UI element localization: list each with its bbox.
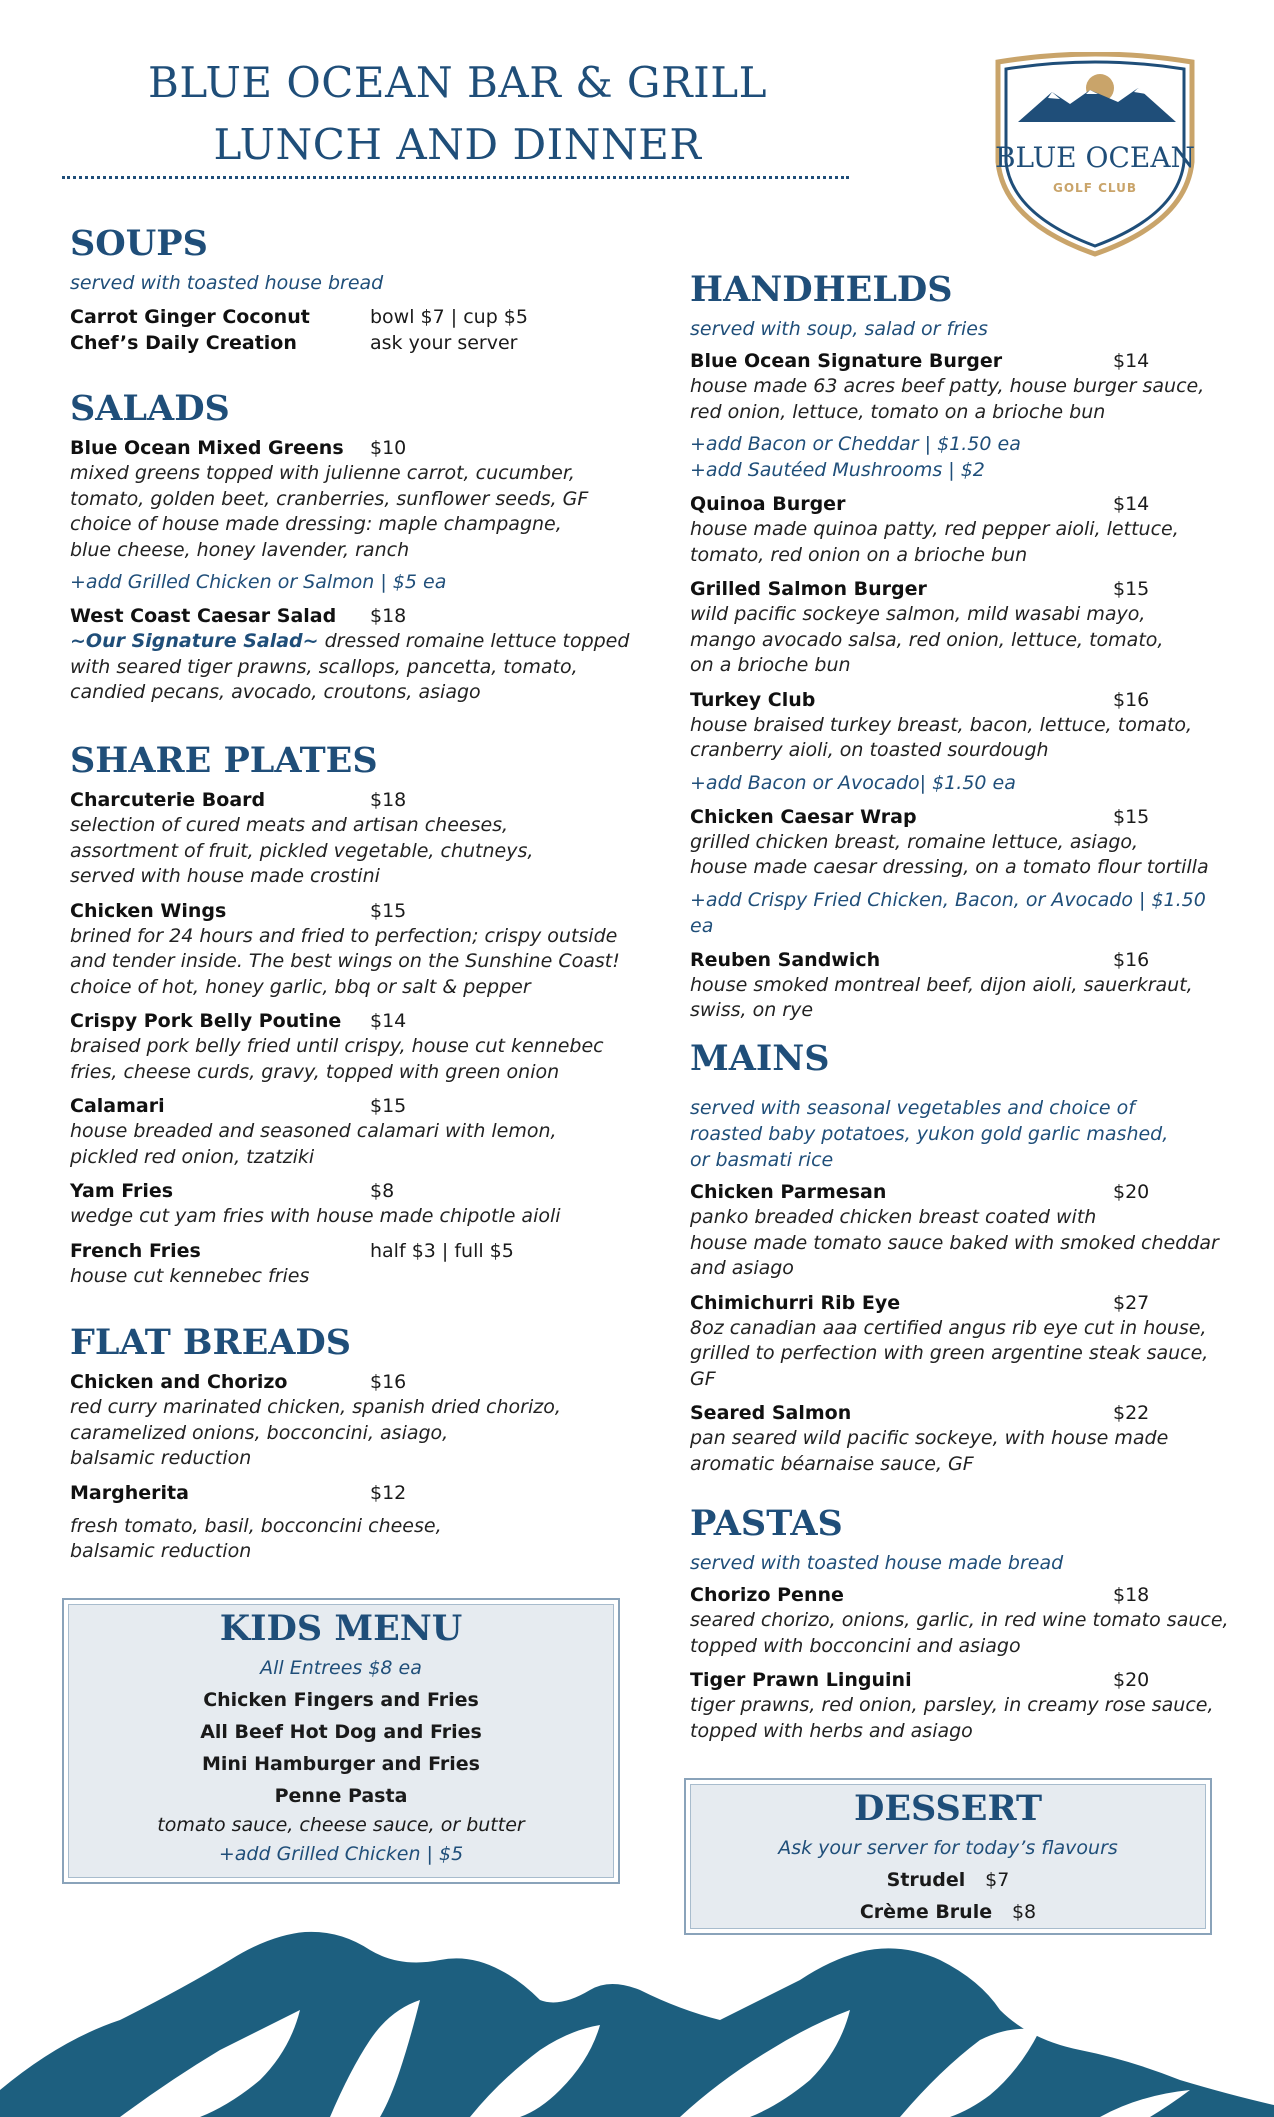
item-name: Grilled Salmon Burger	[690, 578, 927, 600]
menu-item	[70, 1178, 630, 1230]
item-description: brined for 24 hours and fried to perfection; crispy outside and tender inside. The best wings on the Sunshine Coast! choice of hot, honey garlic, bbq or salt & pepper	[70, 924, 620, 998]
handhelds-title: HANDHELDS	[690, 269, 953, 310]
item-description: house smoked montreal beef, dijon aioli, sauerkraut, swiss, on rye	[690, 973, 1193, 1021]
kids-addon-note: +add Grilled Chicken | $5	[218, 1843, 464, 1865]
item-price: $15	[370, 899, 407, 922]
addon-note: +add Bacon or Cheddar | $1.50 ea	[690, 433, 1021, 455]
dessert-item	[686, 1896, 1210, 1928]
menu-item	[70, 787, 630, 890]
item-name: Seared Salmon	[690, 1402, 852, 1424]
menu-item	[690, 1400, 1230, 1477]
menu-item	[690, 576, 1230, 679]
kids-item: Penne Pasta	[274, 1785, 408, 1807]
dessert-box	[684, 1778, 1212, 1935]
item-name: Charcuterie Board	[70, 789, 266, 811]
menu-item	[690, 1667, 1230, 1744]
item-name: West Coast Caesar Salad	[70, 605, 337, 627]
menu-title-line2: LUNCH AND DINNER	[213, 120, 702, 169]
item-name: Tiger Prawn Linguini	[690, 1669, 912, 1691]
flat-breads-section	[70, 1321, 630, 1573]
addon-note: +add Crispy Fried Chicken, Bacon, or Avocado | $1.50 ea	[690, 888, 1206, 937]
menu-item	[690, 1179, 1230, 1282]
signature-highlight: ~Our Signature Salad~	[70, 630, 319, 652]
menu-item	[70, 1480, 630, 1565]
item-description: mixed greens topped with julienne carrot, cucumber, tomato, golden beet, cranberries, sunflower seeds, GF choice of house made dressing: maple champagne, blue cheese, honey lavender, ranch	[70, 462, 589, 561]
item-name: Chimichurri Rib Eye	[690, 1291, 901, 1314]
item-description: house made quinoa patty, red pepper aioli, lettuce, tomato, red onion on a brioche bun	[690, 518, 1179, 566]
item-name: Yam Fries	[70, 1180, 174, 1202]
mains-section	[690, 1037, 1230, 1485]
menu-item	[70, 1093, 630, 1170]
menu-item	[690, 1290, 1230, 1393]
soups-title: SOUPS	[70, 223, 208, 264]
item-name: Reuben Sandwich	[690, 948, 881, 971]
share-plates-section	[70, 739, 630, 1297]
item-price: $14	[1113, 493, 1150, 515]
menu-item	[70, 304, 630, 330]
item-price: $15	[1113, 578, 1150, 600]
dessert-item-name: Crème Brule	[859, 1901, 993, 1923]
pastas-note: served with toasted house made bread	[690, 1552, 1064, 1574]
item-description: tiger prawns, red onion, parsley, in creamy rose sauce, topped with herbs and asiago	[690, 1694, 1214, 1742]
item-price: bowl $7 | cup $5	[370, 306, 528, 328]
item-description: braised pork belly fried until crispy, house cut kennebec fries, cheese curds, gravy, topped with green onion	[70, 1035, 604, 1083]
menu-item	[70, 1008, 630, 1085]
item-price: $14	[370, 1010, 407, 1032]
logo-subtitle: GOLF CLUB	[1053, 181, 1137, 195]
pastas-title: PASTAS	[690, 1503, 843, 1544]
item-description: house cut kennebec fries	[70, 1264, 310, 1287]
dessert-item-name: Strudel	[886, 1869, 966, 1891]
menu-title-line1: BLUE OCEAN BAR & GRILL	[148, 58, 767, 107]
menu-item	[690, 804, 1230, 939]
item-price: $20	[1113, 1669, 1150, 1691]
addon-note: +add Bacon or Avocado| $1.50 ea	[690, 771, 1016, 794]
item-description: wedge cut yam fries with house made chipotle aioli	[70, 1205, 561, 1227]
item-description: house made 63 acres beef patty, house burger sauce, red onion, lettuce, tomato on a brioche bun	[690, 375, 1205, 423]
kids-item-description: tomato sauce, cheese sauce, or butter	[157, 1814, 525, 1836]
salads-section	[70, 387, 630, 714]
kids-item: Mini Hamburger and Fries	[202, 1753, 480, 1775]
item-name: Chicken Wings	[70, 899, 227, 922]
item-name: Chorizo Penne	[690, 1584, 844, 1606]
item-name: Calamari	[70, 1095, 165, 1117]
dessert-note: Ask your server for today’s flavours	[778, 1837, 1118, 1859]
item-description: 8oz canadian aaa certified angus rib eye cut in house, grilled to perfection with green argentine steak sauce, GF	[690, 1316, 1209, 1390]
addon-note: +add Grilled Chicken or Salmon | $5 ea	[70, 571, 447, 593]
handhelds-note: served with soup, salad or fries	[690, 318, 988, 340]
item-price: $8	[370, 1180, 395, 1202]
header-divider	[62, 176, 849, 179]
item-price: $27	[1113, 1291, 1150, 1314]
salads-title: SALADS	[70, 388, 230, 429]
item-price: $18	[370, 789, 407, 811]
item-name: Chicken Parmesan	[690, 1181, 887, 1203]
item-description: house braised turkey breast, bacon, lettuce, tomato, cranberry aioli, on toasted sourdough	[690, 713, 1193, 761]
item-description: fresh tomato, basil, bocconcini cheese, balsamic reduction	[70, 1514, 442, 1562]
dessert-item-price: $8	[1011, 1901, 1037, 1923]
mains-title: MAINS	[690, 1038, 830, 1079]
kids-menu-note: All Entrees $8 ea	[260, 1657, 422, 1679]
item-name: Margherita	[70, 1481, 189, 1504]
dessert-item-price: $7	[985, 1869, 1010, 1891]
dessert-item	[686, 1864, 1210, 1896]
item-name: Chicken and Chorizo	[70, 1371, 288, 1393]
item-description: ~Our Signature Salad~ dressed romaine lettuce topped with seared tiger prawns, scallops, pancetta, tomato, candied pecans, avocado, croutons, asiago	[70, 630, 630, 703]
handhelds-section	[690, 268, 1230, 1032]
item-price: $15	[370, 1095, 407, 1117]
logo-name: BLUE OCEAN	[994, 141, 1196, 174]
item-price: $16	[1113, 948, 1150, 971]
item-description: pan seared wild pacific sockeye, with house made aromatic béarnaise sauce, GF	[690, 1427, 1169, 1475]
soups-section	[70, 222, 630, 356]
item-price: $22	[1113, 1402, 1150, 1424]
item-name: Blue Ocean Mixed Greens	[70, 437, 344, 459]
item-description: seared chorizo, onions, garlic, in red wine tomato sauce, topped with bocconcini and asiago	[690, 1609, 1229, 1657]
item-description: grilled chicken breast, romaine lettuce, asiago, house made caesar dressing, on a tomato flour tortilla	[690, 830, 1209, 878]
menu-item	[70, 330, 630, 356]
menu-item	[690, 348, 1230, 483]
flat-breads-title: FLAT BREADS	[70, 1322, 352, 1363]
menu-item	[70, 1369, 630, 1472]
item-price: $16	[1113, 688, 1150, 711]
item-description: red curry marinated chicken, spanish dried chorizo, caramelized onions, bocconcini, asiago, balsamic reduction	[70, 1396, 561, 1469]
item-description: house breaded and seasoned calamari with lemon, pickled red onion, tzatziki	[70, 1120, 557, 1168]
menu-item	[70, 1238, 630, 1290]
item-name: Crispy Pork Belly Poutine	[70, 1010, 342, 1032]
menu-item	[70, 898, 630, 1001]
item-price: $12	[370, 1481, 407, 1504]
item-name: Carrot Ginger Coconut	[70, 306, 310, 328]
item-name: Turkey Club	[690, 688, 816, 711]
menu-item	[70, 603, 630, 706]
kids-menu-title: KIDS MENU	[219, 1608, 463, 1649]
dessert-title: DESSERT	[853, 1788, 1042, 1829]
soups-note: served with toasted house bread	[70, 272, 384, 294]
item-price: $18	[1113, 1584, 1150, 1606]
item-description: selection of cured meats and artisan cheeses, assortment of fruit, pickled vegetable, chutneys, served with house made crostini	[70, 814, 534, 887]
item-price: $20	[1113, 1181, 1150, 1203]
item-price: $16	[370, 1371, 407, 1393]
item-name: Quinoa Burger	[690, 493, 846, 515]
kids-item: All Beef Hot Dog and Fries	[200, 1721, 482, 1743]
item-name: Blue Ocean Signature Burger	[690, 350, 1003, 372]
menu-title	[60, 52, 855, 176]
blue-ocean-golf-club-logo	[990, 52, 1200, 258]
item-description: panko breaded chicken breast coated with house made tomato sauce baked with smoked cheddar and asiago	[690, 1206, 1219, 1279]
kids-item: Chicken Fingers and Fries	[203, 1689, 479, 1711]
mountain-footer-decoration	[0, 1930, 1274, 2117]
item-name: French Fries	[70, 1239, 201, 1262]
item-price: $10	[370, 437, 407, 459]
mains-note: served with seasonal vegetables and choice of roasted baby potatoes, yukon gold garlic mashed, or basmati rice	[690, 1097, 1169, 1171]
item-price: $14	[1113, 350, 1150, 372]
addon-note: +add Sautéed Mushrooms | $2	[690, 459, 985, 481]
item-name: Chicken Caesar Wrap	[690, 805, 917, 828]
share-plates-title: SHARE PLATES	[70, 740, 378, 781]
kids-menu-box	[62, 1598, 620, 1884]
item-price: $15	[1113, 805, 1150, 828]
menu-item	[690, 1582, 1230, 1659]
item-price: $18	[370, 605, 407, 627]
menu-item	[70, 435, 630, 595]
item-price: ask your server	[370, 332, 518, 354]
menu-item	[690, 687, 1230, 796]
item-price: half $3 | full $5	[370, 1239, 514, 1262]
pastas-section	[690, 1502, 1230, 1752]
menu-item	[690, 947, 1230, 1024]
item-name: Chef’s Daily Creation	[70, 332, 297, 354]
menu-item	[690, 491, 1230, 568]
item-description: wild pacific sockeye salmon, mild wasabi mayo, mango avocado salsa, red onion, lettuce, tomato, on a brioche bun	[690, 603, 1164, 676]
